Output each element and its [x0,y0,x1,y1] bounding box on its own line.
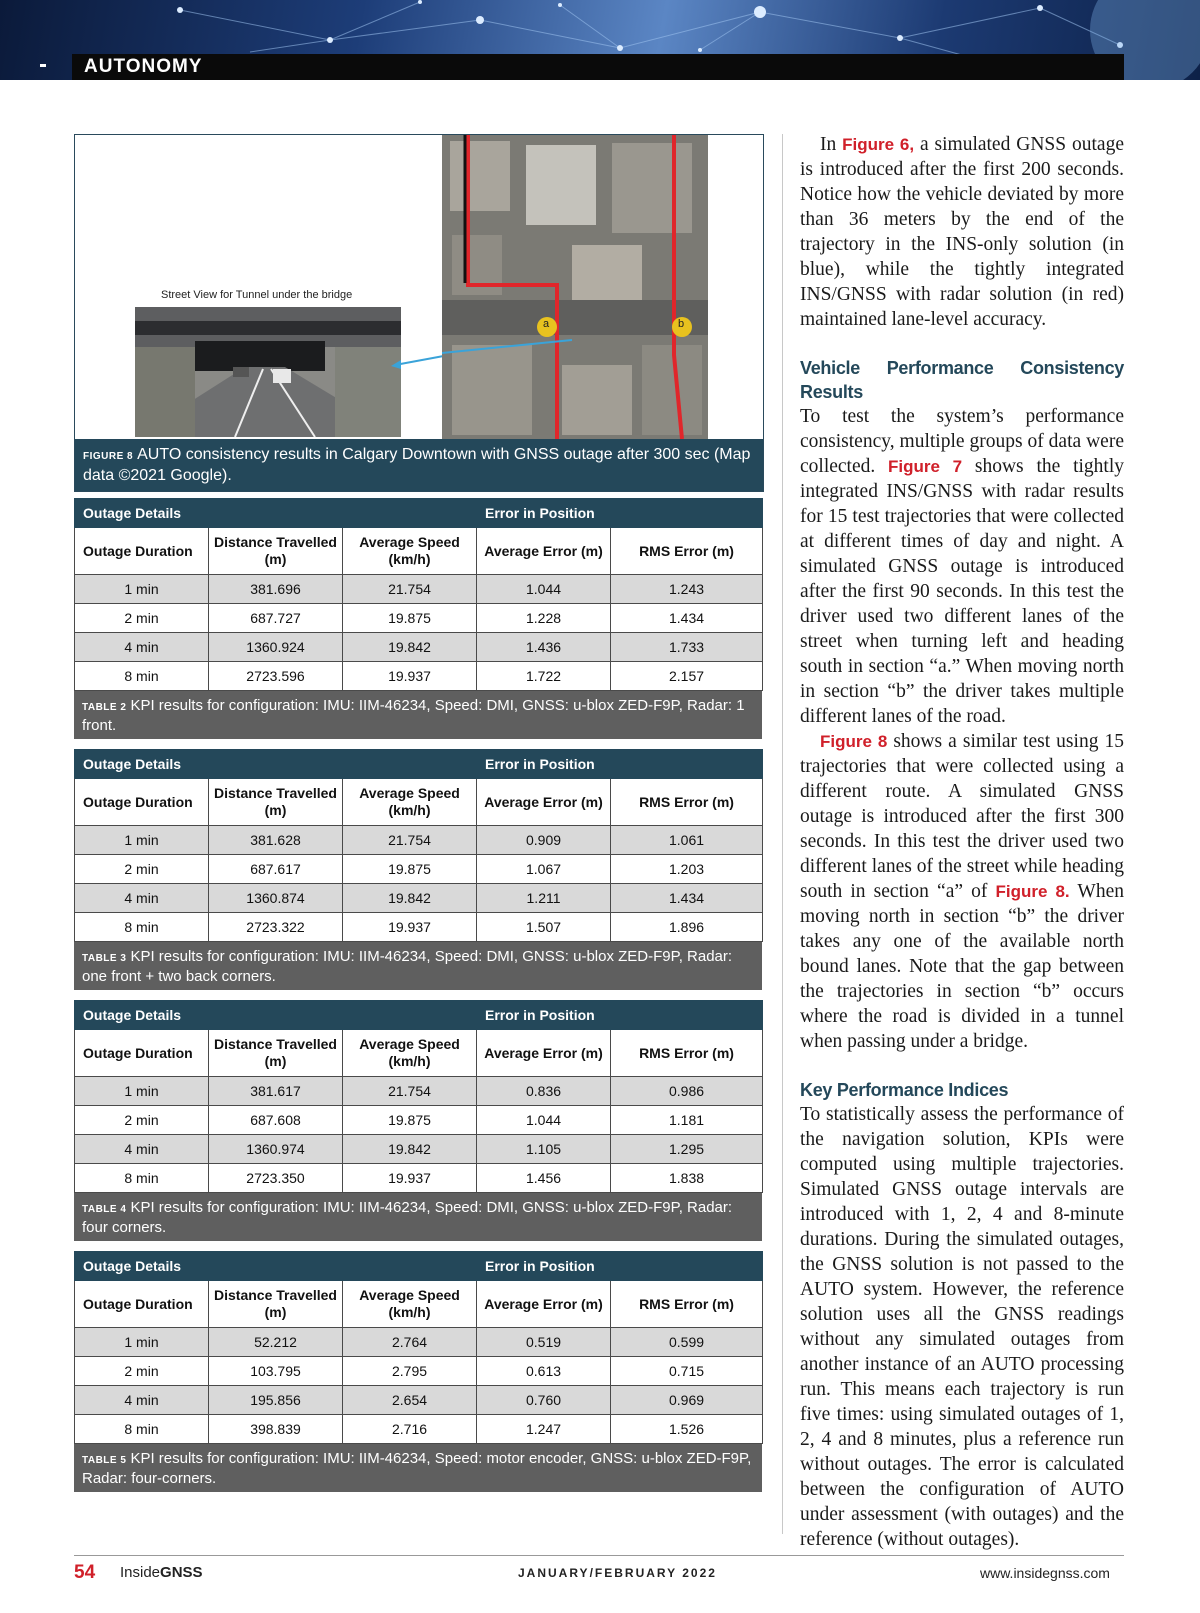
table-tag: TABLE 4 [82,1204,127,1215]
kpi-table-3 [74,749,762,990]
col-header: Outage Duration [75,779,209,826]
table-cell: 398.839 [209,1415,343,1444]
col-header: RMS Error (m) [611,1281,763,1328]
figure-8 [74,134,764,492]
group-error-in-position: Error in Position [477,1001,763,1030]
group-error-in-position: Error in Position [477,499,763,528]
text: To test the system’s performance consistency, multiple groups of data were collected. [800,406,1124,477]
col-header: Outage Duration [75,528,209,575]
paragraph [800,404,1124,729]
table-cell: 19.937 [343,1164,477,1193]
table-cell: 2.716 [343,1415,477,1444]
table-tag: TABLE 2 [82,702,127,713]
heading-kpi: Key Performance Indices [800,1080,1009,1100]
table-cell: 1.067 [477,855,611,884]
table-cell: 4 min [75,884,209,913]
table-cell: 0.986 [611,1077,763,1106]
table-cell: 1.456 [477,1164,611,1193]
col-header: RMS Error (m) [611,779,763,826]
table-cell: 1.436 [477,633,611,662]
table-cell: 1.228 [477,604,611,633]
issue-date: JANUARY/FEBRUARY 2022 [518,1566,717,1580]
table-row [75,1135,763,1164]
table-cell: 21.754 [343,826,477,855]
table-cell: 1.105 [477,1135,611,1164]
brand-logo [120,1564,203,1581]
table-cell: 1.181 [611,1106,763,1135]
table-cell: 1.203 [611,855,763,884]
figure-caption-text: AUTO consistency results in Calgary Downtown with GNSS outage after 300 sec (Map data ©2021 Google). [83,446,751,484]
table-cell: 0.836 [477,1077,611,1106]
table-row [75,1328,763,1357]
table-cell: 21.754 [343,1077,477,1106]
table-row [75,662,763,691]
col-header: RMS Error (m) [611,528,763,575]
page-number: 54 [74,1562,96,1583]
map-image [442,135,708,439]
table-cell: 19.875 [343,604,477,633]
table-cell: 4 min [75,633,209,662]
table-caption [74,942,762,990]
table-cell: 1.722 [477,662,611,691]
article-column [800,132,1124,1552]
table-caption [74,1444,762,1492]
table-cell: 0.760 [477,1386,611,1415]
text: shows a similar test using 15 trajectories that were collected using a different route. A simulated GNSS outage is introduced after the first 300 seconds. In this test the driver used two different lanes of the street while heading south in section “a” of [800,731,1124,902]
table-cell: 1.295 [611,1135,763,1164]
table-cell: 8 min [75,913,209,942]
table-row [75,913,763,942]
website-link[interactable]: www.insidegnss.com [980,1565,1110,1581]
table-cell: 1.061 [611,826,763,855]
paragraph [800,132,1124,332]
table-cell: 1360.974 [209,1135,343,1164]
col-header: Average Error (m) [477,1030,611,1077]
col-header: Average Error (m) [477,528,611,575]
col-header: Average Error (m) [477,1281,611,1328]
table-cell: 103.795 [209,1357,343,1386]
group-error-in-position: Error in Position [477,1252,763,1281]
table-cell: 1 min [75,1077,209,1106]
table-caption-text: KPI results for configuration: IMU: IIM-46234, Speed: DMI, GNSS: u-blox ZED-F9P, Radar: 1 front. [82,697,745,734]
table-cell: 1.211 [477,884,611,913]
heading-consistency: Vehicle Performance Consistency Results [800,358,1124,402]
table-cell: 2 min [75,855,209,884]
table-cell: 1.044 [477,575,611,604]
table-cell: 2723.596 [209,662,343,691]
col-header: Distance Travelled (m) [209,528,343,575]
paragraph [800,729,1124,1054]
table-row [75,1106,763,1135]
figure-caption [75,439,763,491]
table-caption [74,1193,762,1241]
table-cell: 2723.322 [209,913,343,942]
table-cell: 2 min [75,1357,209,1386]
figure-6-link[interactable]: Figure 6, [842,135,915,154]
table-row [75,1164,763,1193]
table-caption [74,691,762,739]
table-cell: 381.617 [209,1077,343,1106]
group-outage-details: Outage Details [75,1001,477,1030]
table-cell: 2.654 [343,1386,477,1415]
table-cell: 1360.874 [209,884,343,913]
table-cell: 381.696 [209,575,343,604]
table-caption-text: KPI results for configuration: IMU: IIM-46234, Speed: DMI, GNSS: u-blox ZED-F9P, Radar: four corners. [82,1199,733,1236]
table-cell: 8 min [75,662,209,691]
paragraph: To statistically assess the performance of the navigation solution, KPIs were computed using multiple trajectories. Simulated GNSS outage intervals are introduced with 1, 2, 4 and 8-minute durations. During the simulated outages, the GNSS solution is not passed to the AUTO system. However, the reference solution uses all the GNSS readings without any simulated outages from another instance of an AUTO processing run. This means each trajectory is run five times: using simulated outages of 1, 2, 4 and 8 minutes, plus a reference run without outages. The error is calculated between the configuration of AUTO under assessment (with outages) and the reference (without outages). [800,1104,1124,1550]
col-header: Distance Travelled (m) [209,1030,343,1077]
table-cell: 19.937 [343,662,477,691]
figure-8-link[interactable]: Figure 8 [820,732,888,751]
table-cell: 1.838 [611,1164,763,1193]
kpi-table-4 [74,1000,762,1241]
col-header: Average Error (m) [477,779,611,826]
table-row [75,633,763,662]
table-cell: 1 min [75,575,209,604]
table-cell: 2.764 [343,1328,477,1357]
table-cell: 1.733 [611,633,763,662]
table-cell: 8 min [75,1164,209,1193]
group-outage-details: Outage Details [75,499,477,528]
table-tag: TABLE 3 [82,953,127,964]
street-view-title: Street View for Tunnel under the bridge [161,289,353,301]
col-header: Average Speed (km/h) [343,1030,477,1077]
table-cell: 1.507 [477,913,611,942]
figure-tag: FIGURE 8 [83,451,134,462]
section-label: AUTONOMY [84,56,203,77]
table-cell: 2 min [75,1106,209,1135]
group-outage-details: Outage Details [75,750,477,779]
table-cell: 8 min [75,1415,209,1444]
table-row [75,604,763,633]
table-cell: 0.519 [477,1328,611,1357]
table-cell: 687.608 [209,1106,343,1135]
table-cell: 19.842 [343,633,477,662]
group-error-in-position: Error in Position [477,750,763,779]
col-header: Average Speed (km/h) [343,1281,477,1328]
table-cell: 1.896 [611,913,763,942]
table-cell: 19.875 [343,855,477,884]
table-cell: 52.212 [209,1328,343,1357]
brand-gnss: GNSS [160,1564,203,1581]
table-row [75,1077,763,1106]
table-cell: 21.754 [343,575,477,604]
text: When moving north in section “b” the driver takes any one of the available north bound lanes. Note that the gap between the trajectories in section “b” occurs where the road is divided in a tunnel when passing under a bridge. [800,881,1124,1052]
table-cell: 381.628 [209,826,343,855]
table-cell: 19.842 [343,884,477,913]
table-cell: 1.434 [611,884,763,913]
table-cell: 0.599 [611,1328,763,1357]
text: shows the tightly integrated INS/GNSS with radar results for 15 test trajectories that were collected at different times of day and night. A simulated GNSS outage is introduced after the first 90 seconds. In this test the driver used two different lanes of the street when turning left and heading south in section “a.” When moving north in section “b” the driver takes multiple different lanes of the road. [800,456,1124,727]
table-row [75,1357,763,1386]
footer-rule [74,1555,1124,1556]
table-row [75,855,763,884]
col-header: RMS Error (m) [611,1030,763,1077]
table-caption-text: KPI results for configuration: IMU: IIM-46234, Speed: motor encoder, GNSS: u-blox ZED-F9P, Radar: four-corners. [82,1450,752,1487]
table-cell: 2.795 [343,1357,477,1386]
column-divider [782,134,783,1534]
brand-inside: Inside [120,1564,161,1581]
table-caption-text: KPI results for configuration: IMU: IIM-46234, Speed: DMI, GNSS: u-blox ZED-F9P, Radar: one front + two back corners. [82,948,733,985]
kpi-table-5 [74,1251,762,1492]
table-row [75,575,763,604]
table-cell: 0.715 [611,1357,763,1386]
table-cell: 1 min [75,826,209,855]
table-tag: TABLE 5 [82,1455,127,1466]
table-cell: 2 min [75,604,209,633]
table-cell: 0.909 [477,826,611,855]
table-cell: 1 min [75,1328,209,1357]
table-cell: 1.526 [611,1415,763,1444]
table-cell: 1.434 [611,604,763,633]
table-cell: 19.842 [343,1135,477,1164]
section-bar [72,54,1124,80]
section-a-marker: a [543,318,550,330]
table-cell: 1360.924 [209,633,343,662]
col-header: Distance Travelled (m) [209,779,343,826]
table-cell: 0.613 [477,1357,611,1386]
col-header: Outage Duration [75,1281,209,1328]
table-row [75,884,763,913]
table-cell: 4 min [75,1386,209,1415]
table-row [75,1415,763,1444]
kpi-table-2 [74,498,762,739]
bullet-mark [40,64,46,67]
table-cell: 0.969 [611,1386,763,1415]
col-header: Average Speed (km/h) [343,779,477,826]
table-cell: 19.937 [343,913,477,942]
table-cell: 1.044 [477,1106,611,1135]
col-header: Distance Travelled (m) [209,1281,343,1328]
table-cell: 1.247 [477,1415,611,1444]
street-view-image [135,307,401,437]
group-outage-details: Outage Details [75,1252,477,1281]
table-cell: 2723.350 [209,1164,343,1193]
table-cell: 2.157 [611,662,763,691]
table-row [75,826,763,855]
table-cell: 4 min [75,1135,209,1164]
col-header: Outage Duration [75,1030,209,1077]
table-cell: 687.727 [209,604,343,633]
table-cell: 687.617 [209,855,343,884]
table-cell: 195.856 [209,1386,343,1415]
table-row [75,1386,763,1415]
text: a simulated GNSS outage is introduced after the first 200 seconds. Notice how the vehicle deviated by more than 36 meters by the end of the trajectory in the INS-only solution (in blue), while the tightly integrated INS/GNSS with radar solution (in red) maintained lane-level accuracy. [800,134,1124,330]
col-header: Average Speed (km/h) [343,528,477,575]
figure-8-link[interactable]: Figure 8. [995,882,1070,901]
figure-7-link[interactable]: Figure 7 [888,457,963,476]
section-b-marker: b [678,318,685,330]
text: In [820,134,843,155]
table-cell: 1.243 [611,575,763,604]
table-cell: 19.875 [343,1106,477,1135]
